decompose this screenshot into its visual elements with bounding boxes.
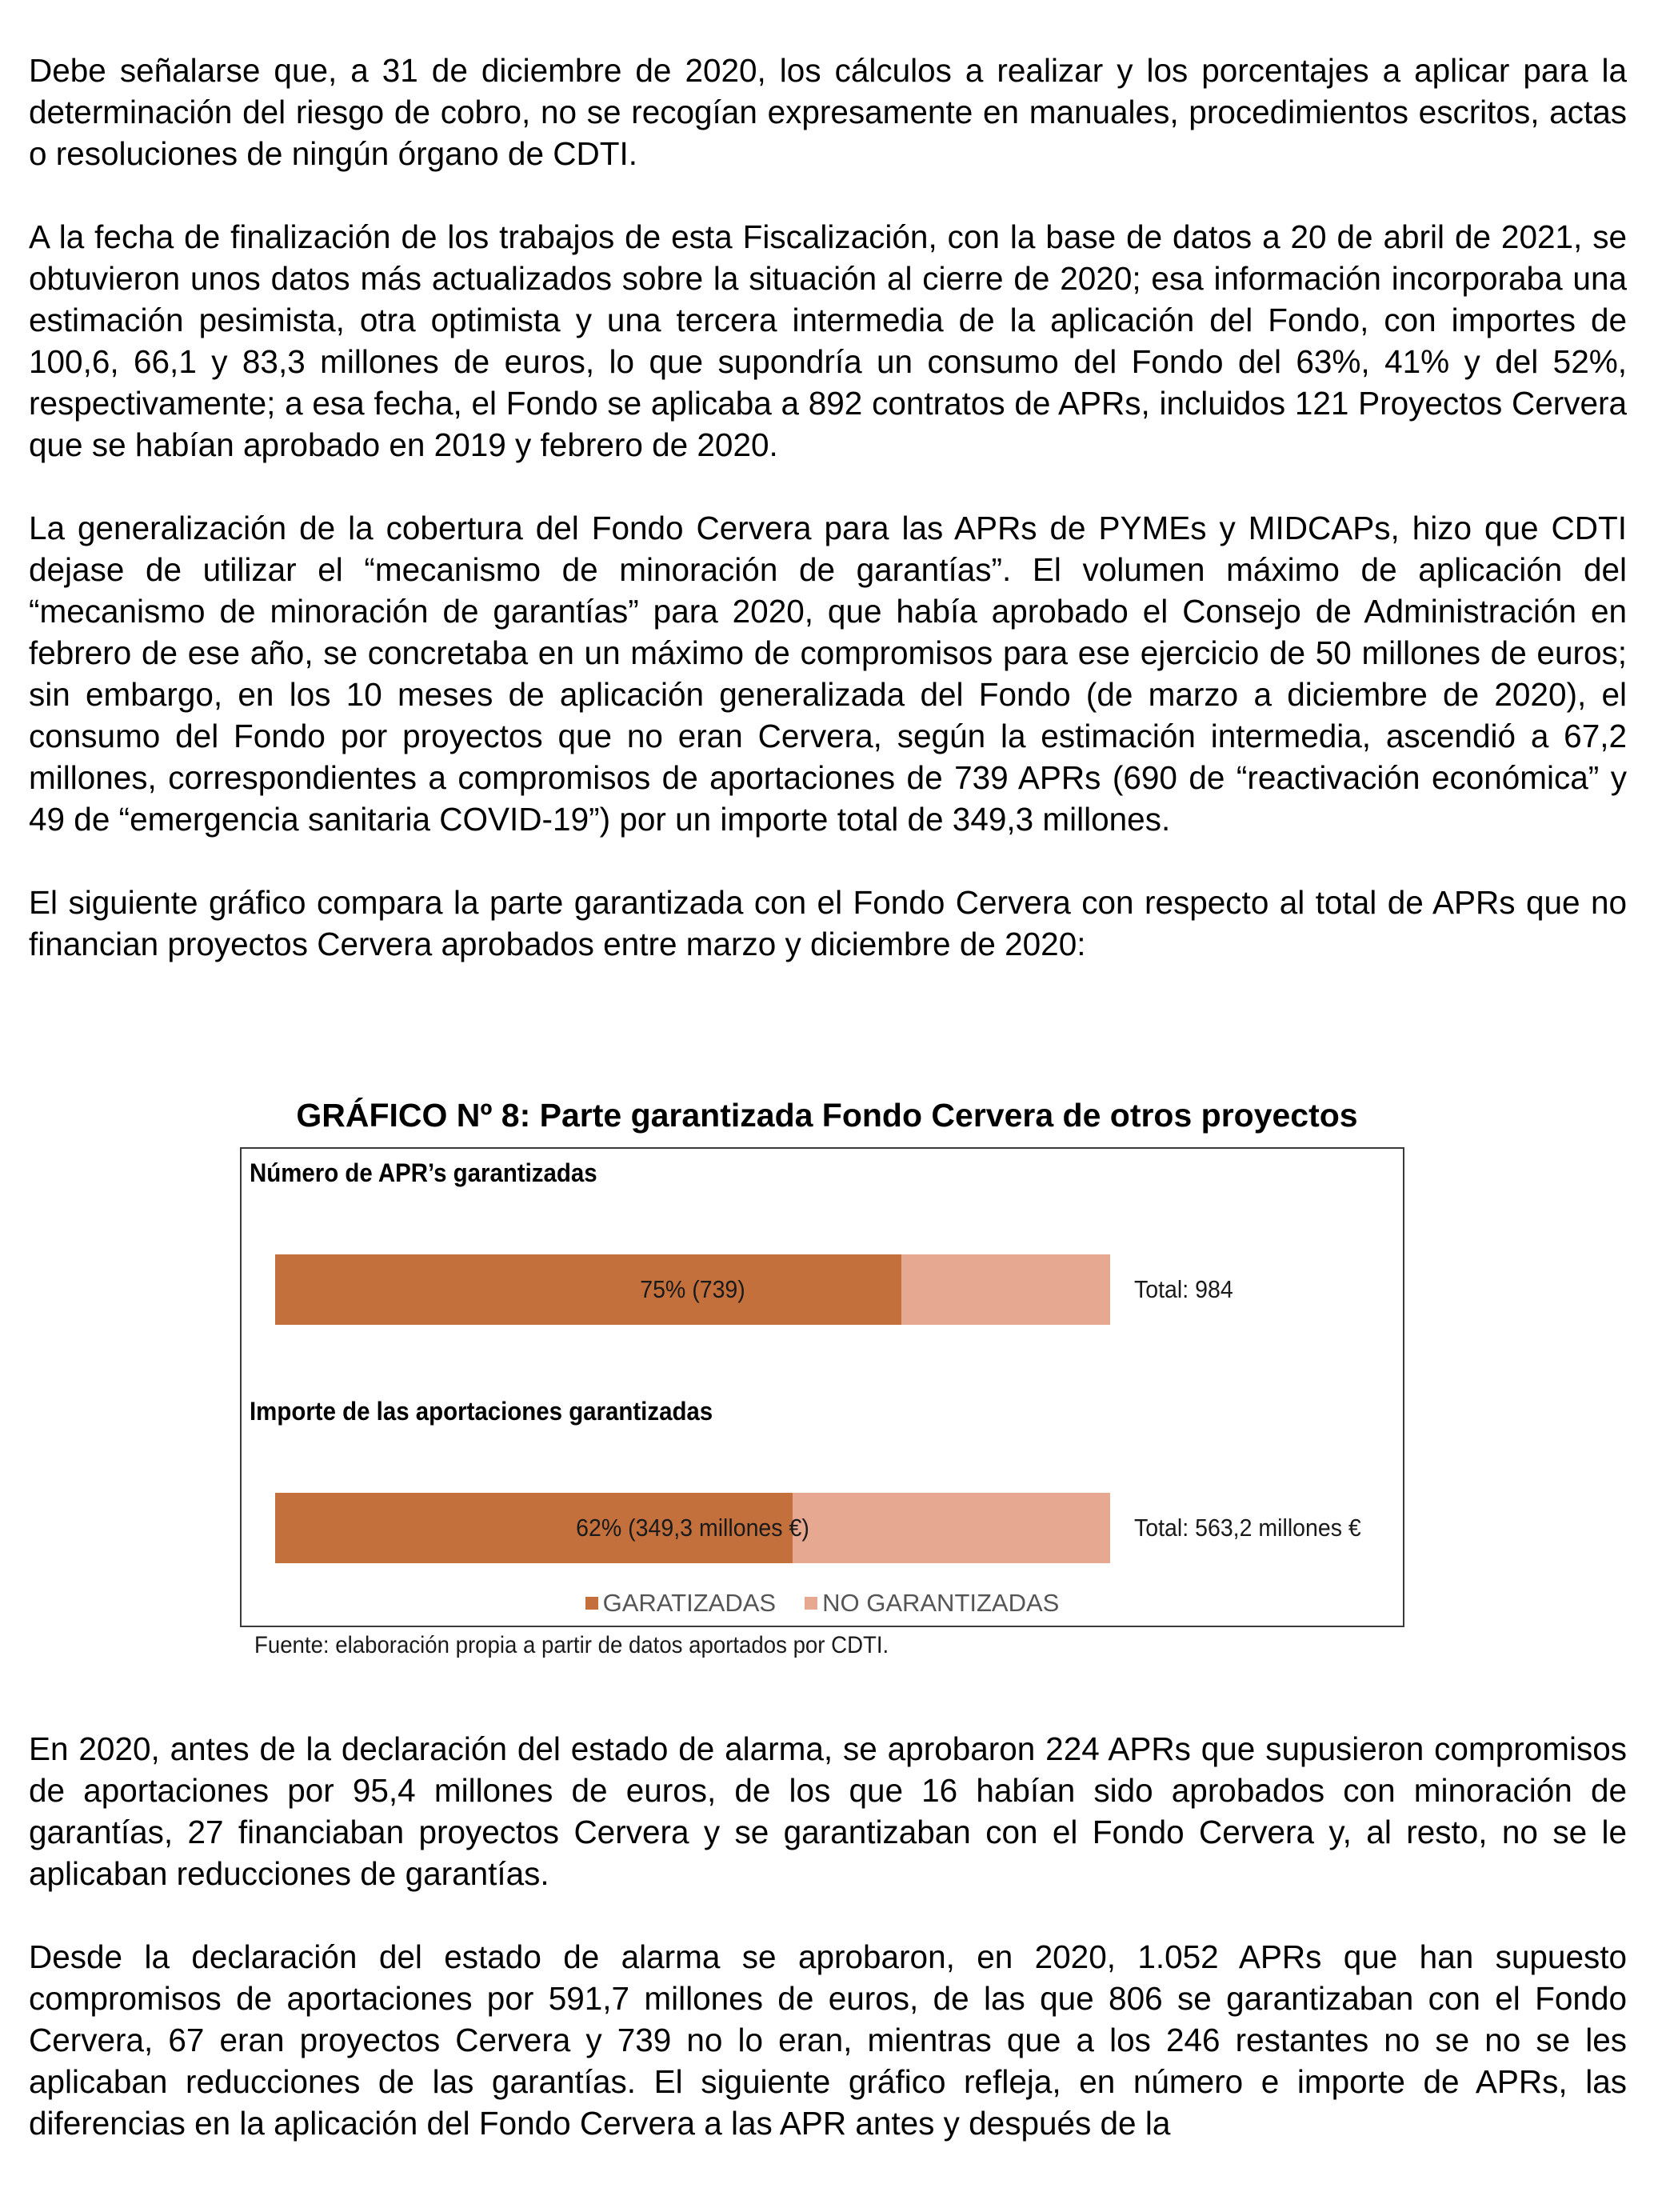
paragraph: Debe señalarse que, a 31 de diciembre de 2020, los cálculos a realizar y los porcentajes a aplicar para la determinación del riesgo de cobro, no se recogían expresamente en manuales, procedimientos escritos, actas o resoluciones de ningún órgano de CDTI. — [29, 52, 1627, 172]
body-text-bottom — [29, 1728, 1627, 2144]
chart-title: GRÁFICO Nº 8: Parte garantizada Fondo Cervera de otros proyectos — [296, 1097, 1358, 1134]
bar-track-importe — [275, 1493, 1110, 1563]
bar-track-number — [275, 1254, 1110, 1325]
body-text-top — [29, 50, 1627, 965]
chart-legend — [242, 1587, 1403, 1619]
total-label-number: Total: 984 — [1134, 1275, 1233, 1303]
legend-item-no-garantizadas — [805, 1587, 1059, 1619]
legend-swatch-garantizadas — [585, 1597, 598, 1610]
bar-label-importe: 62% (349,3 millones €) — [576, 1514, 809, 1542]
bar-label-number: 75% (739) — [640, 1275, 745, 1303]
paragraph: En 2020, antes de la declaración del estado de alarma, se aprobaron 224 APRs que supusieron compromisos de aportaciones por 95,4 millones de euros, de los que 16 habían sido aprobados con minoración de garantías, 27 financiaban proyectos Cervera y se garantizaban con el Fondo Cervera y, al resto, no se le aplicaban reducciones de garantías. — [29, 1730, 1627, 1892]
paragraph: A la fecha de finalización de los trabajos de esta Fiscalización, con la base de datos a 20 de abril de 2021, se obtuvieron unos datos más actualizados sobre la situación al cierre de 2020; esa información incorporaba una estimación pesimista, otra optimista y una tercera intermedia de la aplicación del Fondo, con importes de 100,6, 66,1 y 83,3 millones de euros, lo que supondría un consumo del Fondo del 63%, 41% y del 52%, respectivamente; a esa fecha, el Fondo se aplicaba a 892 contratos de APRs, incluidos 121 Proyectos Cervera que se habían aprobado en 2019 y febrero de 2020. — [29, 218, 1627, 463]
chart-frame — [240, 1147, 1404, 1627]
legend-label-no-garantizadas: NO GARANTIZADAS — [822, 1589, 1060, 1617]
panel-title-number: Número de APR’s garantizadas — [250, 1158, 597, 1187]
legend-label-garantizadas: GARATIZADAS — [602, 1589, 777, 1617]
paragraph: Desde la declaración del estado de alarma se aprobaron, en 2020, 1.052 APRs que han supuesto compromisos de aportaciones por 591,7 millones de euros, de las que 806 se garantizaban con el Fondo Cervera, 67 eran proyectos Cervera y 739 no lo eran, mientras que a los 246 restantes no se no se les aplicaban reducciones de las garantías. El siguiente gráfico refleja, en número e importe de APRs, las diferencias en la aplicación del Fondo Cervera a las APR antes y después de la — [29, 1938, 1627, 2142]
legend-item-garantizadas — [585, 1587, 776, 1619]
chart-source-note: Fuente: elaboración propia a partir de datos aportados por CDTI. — [254, 1632, 889, 1658]
legend-swatch-no-garantizadas — [805, 1597, 817, 1610]
panel-title-importe: Importe de las aportaciones garantizadas — [250, 1397, 713, 1426]
paragraph: El siguiente gráfico compara la parte garantizada con el Fondo Cervera con respecto al total de APRs que no financian proyectos Cervera aprobados entre marzo y diciembre de 2020: — [29, 884, 1627, 962]
total-label-importe: Total: 563,2 millones € — [1134, 1514, 1361, 1542]
paragraph: La generalización de la cobertura del Fondo Cervera para las APRs de PYMEs y MIDCAPs, hizo que CDTI dejase de utilizar el “mecanismo de minoración de garantías”. El volumen máximo de aplicación del “mecanismo de minoración de garantías” para 2020, que había aprobado el Consejo de Administración en febrero de ese año, se concretaba en un máximo de compromisos para ese ejercicio de 50 millones de euros; sin embargo, en los 10 meses de aplicación generalizada del Fondo (de marzo a diciembre de 2020), el consumo del Fondo por proyectos que no eran Cervera, según la estimación intermedia, ascendió a 67,2 millones, correspondientes a compromisos de aportaciones de 739 APRs (690 de “reactivación económica” y 49 de “emergencia sanitaria COVID-19”) por un importe total de 349,3 millones. — [29, 510, 1627, 838]
